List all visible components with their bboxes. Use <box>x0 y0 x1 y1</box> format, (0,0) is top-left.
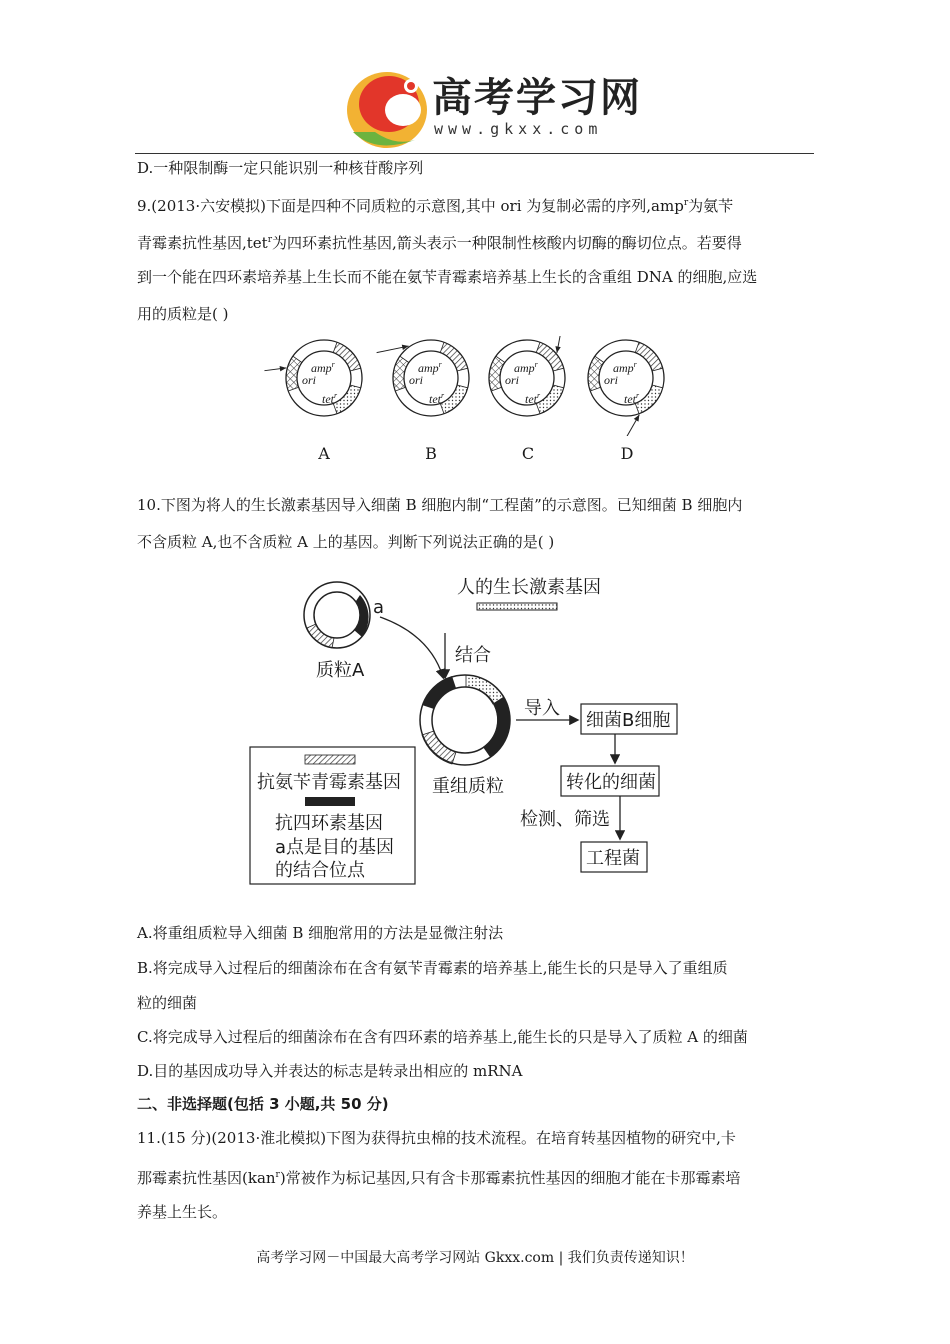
plasmid-ring <box>489 336 565 416</box>
page-footer: 高考学习网－中国最大高考学习网站 Gkxx.com | 我们负责传递知识！ <box>256 1250 694 1266</box>
import-label: 导入 <box>524 698 560 719</box>
q10-option-c: C.将完成导入过程后的细菌涂布在含有四环素的培养基上,能生长的只是导入了质粒 A 的细菌 <box>137 1028 748 1046</box>
amp-label: amp$^r$ <box>311 360 335 375</box>
q8-option-d: D.一种限制酶一定只能识别一种核苷酸序列 <box>137 159 424 177</box>
point-a-label: a <box>373 597 385 618</box>
ori-label: ori <box>409 373 424 387</box>
legend-a-label-1: a点是目的基因 <box>275 837 395 858</box>
logo-swirl-icon <box>345 62 440 152</box>
tet-label: tet$^r$ <box>322 391 338 406</box>
q10-line-2: 不含质粒 A,也不含质粒 A 上的基因。判断下列说法正确的是( ) <box>137 533 555 551</box>
plasmid-label-c: C <box>521 444 535 463</box>
ori-label: ori <box>505 373 520 387</box>
cut-site-arrowhead <box>280 366 287 371</box>
ori-label: ori <box>302 373 317 387</box>
logo-title: 高考学习网 <box>432 75 642 121</box>
q10-option-a: A.将重组质粒导入细菌 B 细胞常用的方法是显微注射法 <box>137 924 504 942</box>
amp-label: amp$^r$ <box>613 360 637 375</box>
tet-label: tet$^r$ <box>429 391 445 406</box>
screen-label: 检测、筛选 <box>520 809 610 830</box>
amp-label: amp$^r$ <box>418 360 442 375</box>
plasmid-label-a: A <box>318 444 330 463</box>
legend-tet-swatch <box>305 797 355 806</box>
amp-label: amp$^r$ <box>514 360 538 375</box>
human-gene-label: 人的生长激素基因 <box>457 577 601 598</box>
plasmid-a-ring <box>304 582 370 648</box>
q9-line-3: 到一个能在四环素培养基上生长而不能在氨苄青霉素培养基上生长的含重组 DNA 的细胞,应选 <box>137 268 758 286</box>
q9-line-4: 用的质粒是( ) <box>137 305 229 323</box>
recombinant-plasmid-ring <box>420 675 510 765</box>
recombinant-label: 重组质粒 <box>432 776 504 797</box>
q10-option-d: D.目的基因成功导入并表达的标志是转录出相应的 mRNA <box>137 1062 523 1080</box>
plasmid-label-d: D <box>620 444 634 463</box>
section-2-heading: 二、非选择题(包括 3 小题,共 50 分) <box>137 1095 389 1113</box>
logo-url: www.gkxx.com <box>434 120 603 138</box>
engineering-diagram <box>240 565 700 890</box>
combine-label: 结合 <box>455 645 491 666</box>
plasmid-ring <box>264 340 362 416</box>
cut-site-arrowhead <box>555 346 560 353</box>
bacteria-b-label: 细菌B细胞 <box>586 710 671 731</box>
plasmid-label-b: B <box>425 444 437 463</box>
cut-site-arrowhead <box>634 415 640 422</box>
q11-line-1: 11.(15 分)(2013·淮北模拟)下图为获得抗虫棉的技术流程。在培育转基因植物的研究中,卡 <box>137 1129 736 1147</box>
plasmid-a-label: 质粒A <box>316 660 365 681</box>
plasmid-figure <box>262 336 682 436</box>
q11-line-3: 养基上生长。 <box>137 1203 228 1221</box>
legend-amp-label: 抗氨苄青霉素基因 <box>257 772 401 793</box>
q10-line-1: 10.下图为将人的生长激素基因导入细菌 B 细胞内制“工程菌”的示意图。已知细菌 B 细胞内 <box>137 496 743 514</box>
tet-label: tet$^r$ <box>525 391 541 406</box>
q9-line-1: 9.(2013·六安模拟)下面是四种不同质粒的示意图,其中 ori 为复制必需的序列,amp$^r$为氨苄 <box>137 197 734 215</box>
plasmid-ring <box>588 340 664 436</box>
human-gene-bar <box>477 603 557 610</box>
plasmid-ring <box>377 340 469 416</box>
q10-option-b-2: 粒的细菌 <box>137 994 198 1012</box>
legend-tet-label: 抗四环素基因 <box>275 813 383 834</box>
q10-option-b-1: B.将完成导入过程后的细菌涂布在含有氨苄青霉素的培养基上,能生长的只是导入了重组质 <box>137 959 728 977</box>
ori-label: ori <box>604 373 619 387</box>
q9-line-2: 青霉素抗性基因,tet$^r$为四环素抗性基因,箭头表示一种限制性核酸内切酶的酶切位点。若要得 <box>137 234 742 252</box>
legend-amp-swatch <box>305 755 355 764</box>
engineered-label: 工程菌 <box>586 848 640 869</box>
header-divider <box>135 153 814 154</box>
legend-a-label-2: 的结合位点 <box>275 860 365 881</box>
transformed-label: 转化的细菌 <box>566 772 656 793</box>
q11-line-2: 那霉素抗性基因(kan$^r$)常被作为标记基因,只有含卡那霉素抗性基因的细胞才能在卡那霉素培 <box>137 1169 741 1187</box>
tet-label: tet$^r$ <box>624 391 640 406</box>
